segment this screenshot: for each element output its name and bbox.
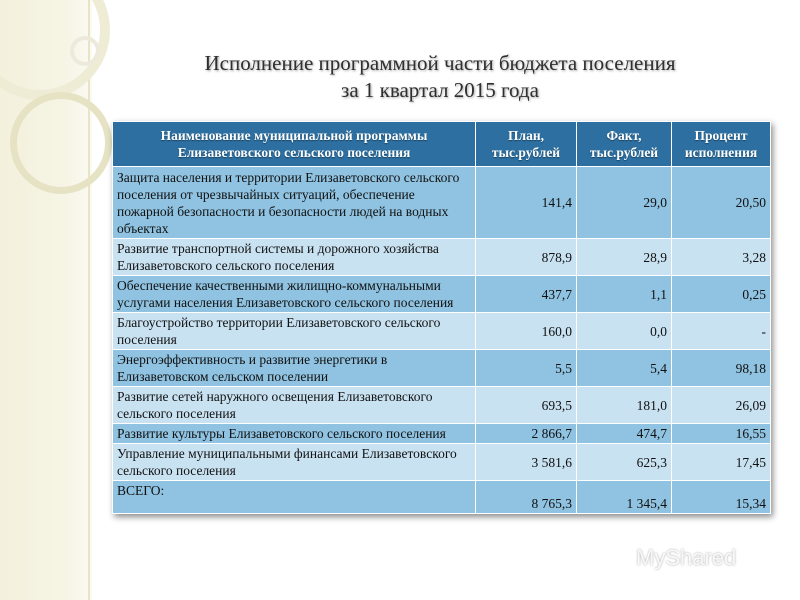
- row-program-name: Обеспечение качественными жилищно-коммунальными услугами населения Елизаветовского сельского поселения: [113, 276, 476, 313]
- table-row: [113, 387, 771, 424]
- page-title: [120, 50, 760, 104]
- header-percent: Процент исполнения: [672, 122, 771, 167]
- table-header-row: [113, 122, 771, 167]
- table-row: [113, 424, 771, 444]
- header-plan: План, тыс.рублей: [476, 122, 577, 167]
- table-row: [113, 444, 771, 481]
- row-percent: 17,45: [672, 444, 771, 481]
- table-row: [113, 313, 771, 350]
- row-plan: 437,7: [476, 276, 577, 313]
- row-percent: 0,25: [672, 276, 771, 313]
- row-program-name: Развитие сетей наружного освещения Елизаветовского сельского поселения: [113, 387, 476, 424]
- row-program-name: Развитие транспортной системы и дорожного хозяйства Елизаветовского сельского поселения: [113, 239, 476, 276]
- row-plan: 141,4: [476, 167, 577, 239]
- total-percent: 15,34: [672, 481, 771, 514]
- row-percent: 26,09: [672, 387, 771, 424]
- total-fact: 1 345,4: [577, 481, 672, 514]
- budget-table: [112, 121, 771, 514]
- row-program-name: Энергоэффективность и развитие энергетики в Елизаветовском сельском поселении: [113, 350, 476, 387]
- title-line-1: Исполнение программной части бюджета поселения: [204, 51, 676, 75]
- table-row: [113, 239, 771, 276]
- watermark-text: MyShared: [636, 545, 737, 570]
- presentation-icon: [612, 546, 634, 568]
- row-percent: 98,18: [672, 350, 771, 387]
- row-fact: 29,0: [577, 167, 672, 239]
- row-plan: 693,5: [476, 387, 577, 424]
- row-plan: 3 581,6: [476, 444, 577, 481]
- row-percent: 3,28: [672, 239, 771, 276]
- header-program-name: Наименование муниципальной программы Елизаветовского сельского поселения: [113, 122, 476, 167]
- title-line-2: за 1 квартал 2015 года: [341, 78, 539, 102]
- row-fact: 5,4: [577, 350, 672, 387]
- decorative-circle: [10, 92, 112, 194]
- table-row: [113, 167, 771, 239]
- watermark: [612, 545, 736, 571]
- row-fact: 1,1: [577, 276, 672, 313]
- total-label: ВСЕГО:: [113, 481, 476, 514]
- row-plan: 878,9: [476, 239, 577, 276]
- total-plan: 8 765,3: [476, 481, 577, 514]
- strip-edge: [88, 0, 90, 600]
- row-program-name: Защита населения и территории Елизаветовского сельского поселения от чрезвычайных ситуаций, обеспечение пожарной безопасности и безопасности людей на водных объектах: [113, 167, 476, 239]
- table-row: [113, 350, 771, 387]
- decorative-side-strip: [0, 0, 92, 600]
- row-program-name: Благоустройство территории Елизаветовского сельского поселения: [113, 313, 476, 350]
- row-percent: 16,55: [672, 424, 771, 444]
- row-program-name: Управление муниципальными финансами Елизаветовского сельского поселения: [113, 444, 476, 481]
- row-fact: 28,9: [577, 239, 672, 276]
- row-plan: 2 866,7: [476, 424, 577, 444]
- row-fact: 625,3: [577, 444, 672, 481]
- header-fact: Факт, тыс.рублей: [577, 122, 672, 167]
- row-fact: 0,0: [577, 313, 672, 350]
- row-program-name: Развитие культуры Елизаветовского сельского поселения: [113, 424, 476, 444]
- table-row: [113, 276, 771, 313]
- row-fact: 181,0: [577, 387, 672, 424]
- row-plan: 160,0: [476, 313, 577, 350]
- row-percent: -: [672, 313, 771, 350]
- row-percent: 20,50: [672, 167, 771, 239]
- row-fact: 474,7: [577, 424, 672, 444]
- row-plan: 5,5: [476, 350, 577, 387]
- decorative-circle: [70, 36, 100, 66]
- table-total-row: [113, 481, 771, 514]
